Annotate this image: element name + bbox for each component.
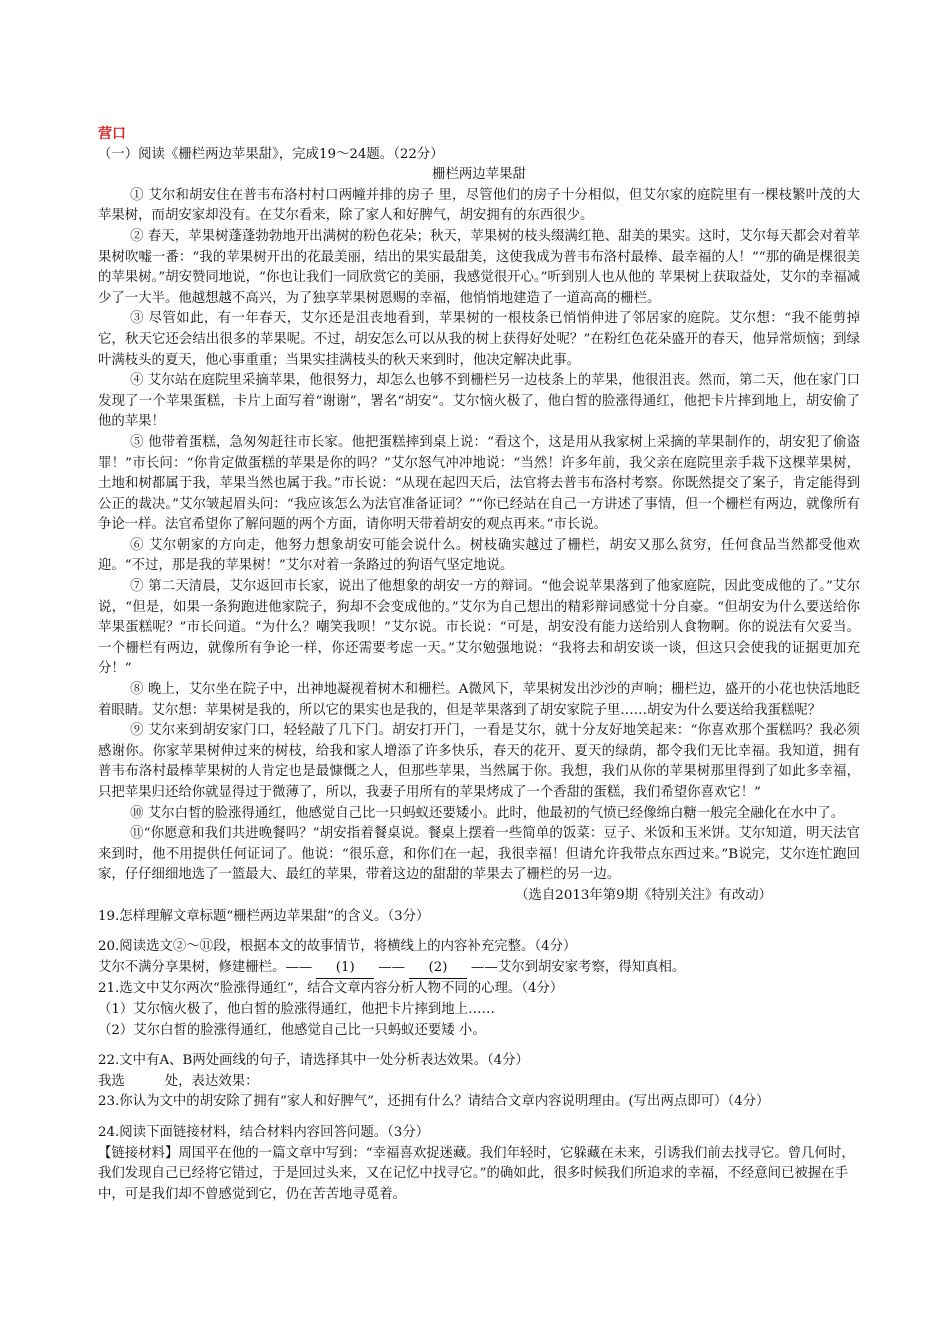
- exam-page: [98, 124, 860, 1205]
- paragraph: ⑨ 艾尔来到胡安家门口，轻轻敲了几下门。胡安打开门，一看是艾尔，就十分友好地笑起来：“你喜欢那个蛋糕吗？我必须感谢你。你家苹果树伸过来的树枝，给我和家人增添了许多快乐，春天的花开、夏天的绿荫，都令我们无比幸福。我知道，拥有普韦布洛村最棒苹果树的人肯定也是最慷慨之人，但那些苹果，当然属于你。我想，我们从你的苹果树那里得到了如此多幸福，只把苹果归还给你就显得过于微薄了，所以，我妻子用所有的苹果烤成了一个香甜的蛋糕，我们希望你喜欢它！”: [98, 723, 860, 800]
- paragraph: ⑩ 艾尔白皙的脸涨得通红，他感觉自己比一只蚂蚁还要矮小。此时，他最初的气愤已经像绵白糖一般完全融化在水中了。: [130, 805, 845, 821]
- question-21-title: 21.选文中艾尔两次“脸涨得通红”，结合文章内容分析人物不同的心理。（4分）: [98, 981, 564, 997]
- link-material-label: 【链接材料】: [98, 1145, 179, 1161]
- question-20-chain: [98, 958, 860, 980]
- paragraph: ⑤ 他带着蛋糕，急匆匆赶往市长家。他把蛋糕摔到桌上说：“看这个，这是用从我家树上采摘的苹果制作的，胡安犯了偷盗罪！”市长问：“你肯定做蛋糕的苹果是你的吗？”艾尔怒气冲冲地说：“当然！许多年前，我父亲在庭院里亲手栽下这棵苹果树，土地和树都属于我，苹果当然也属于我。”市长说：“从现在起四天后，法官将去普韦布洛村考察。你既然提交了案子，肯定能得到公正的裁决。”艾尔皱起眉头问：“我应该怎么为法官准备证词？”“你已经站在自己一方讲述了事情，但一个栅栏有两边，就像所有争论一样。法官希望你了解问题的两个方面，请你明天带着胡安的观点再来。”市长说。: [98, 434, 860, 533]
- region-tag: 营口: [98, 126, 126, 142]
- paragraph: ② 春天，苹果树蓬蓬勃勃地开出满树的粉色花朵；秋天，苹果树的枝头缀满红艳、甜美的果实。这时，艾尔每天都会对着苹果树吹嘘一番：“我的苹果树开出的花最美丽，结出的果实最甜美，这使我成为普韦布洛村最棒、最幸福的人！”“那的确是棵很美的苹果树。”胡安赞同地说，“你也让我们一同欣赏它的美丽，我感觉很开心。”听到别人也从他的 苹果树上获取益处，艾尔的幸福减少了一大半。他越想越不高兴，为了独享苹果树恩赐的幸福，他悄悄地建造了一道高高的栅栏。: [98, 228, 860, 306]
- article-source: （选自2013年第9期《特别关注》有改动）: [515, 887, 772, 903]
- answer-blank-2[interactable]: (2): [409, 958, 467, 980]
- question-19: 19.怎样理解文章标题“栅栏两边苹果甜”的含义。（3分）: [98, 908, 430, 924]
- link-material: [98, 1144, 860, 1206]
- paragraph: ⑧ 晚上，艾尔坐在院子中，出神地凝视着树木和栅栏。A微风下，苹果树发出沙沙的声响；栅栏边，盛开的小花也快活地眨着眼睛。艾尔想：苹果树是我的，所以它的果实也是我的，但是苹果落到了胡安家院子里……胡安为什么要送给我蛋糕呢？: [98, 682, 860, 718]
- chain-dash: ——: [378, 959, 406, 975]
- question-21-item: （1）艾尔恼火极了，他白皙的脸涨得通红，他把卡片摔到地上……: [98, 1001, 495, 1017]
- paragraph: ④ 艾尔站在庭院里采摘苹果，他很努力，却怎么也够不到栅栏另一边枝条上的苹果，他很沮丧。然而，第二天，他在家门口发现了一个苹果蛋糕，卡片上面写着“谢谢”，署名“胡安”。艾尔恼火极了，他白皙的脸涨得通红，他把卡片摔到地上，胡安偷了他的苹果！: [98, 373, 860, 430]
- section-intro: （一）阅读《栅栏两边苹果甜》，完成19～24题。（22分）: [98, 146, 444, 162]
- paragraph: ③ 尽管如此，有一年春天，艾尔还是沮丧地看到，苹果树的一根枝条已悄悄伸进了邻居家的庭院。艾尔想：“我不能剪掉它，秋天它还会结出很多的苹果呢。不过，胡安怎么可以从我的树上获得好处呢？”在粉红色花朵盛开的春天，他异常烦恼；到绿叶满枝头的夏天，他心事重重；当果实挂满枝头的秋天来到时，他决定解决此事。: [98, 311, 860, 368]
- paragraph: ① 艾尔和胡安住在普韦布洛村村口两幢并排的房子 里，尽管他们的房子十分相似，但艾尔家的庭院里有一棵枝繁叶茂的大苹果树，而胡安家却没有。在艾尔看来，除了家人和好脾气，胡安拥有的东西很少。: [98, 187, 860, 224]
- article-body: [98, 186, 860, 886]
- question-23: 23.你认为文中的胡安除了拥有“家人和好脾气”，还拥有什么？请结合文章内容说明理由。(写出两点即可）（4分）: [98, 1094, 770, 1110]
- question-21-item: （2）艾尔白皙的脸涨得通红，他感觉自己比一只蚂蚁还要矮 小。: [98, 1022, 486, 1038]
- answer-blank-1[interactable]: (1): [316, 958, 374, 980]
- link-material-text: 周国平在他的一篇文章中写到：“幸福喜欢捉迷藏。我们年轻时，它躲藏在未来，引诱我们前去找寻它。曾几何时，我们发现自己已经将它错过，于是回过头来，又在记忆中找寻它。”的确如此，很多时候我们所追求的幸福，不经意间已被握在手中，可是我们却不曾感觉到它，仍在苦苦地寻觅着。: [98, 1145, 855, 1202]
- paragraph: ⑦ 第二天清晨，艾尔返回市长家，说出了他想象的胡安一方的辩词。“他会说苹果落到了他家庭院，因此变成他的了。”艾尔说，“但是，如果一条狗跑进他家院子，狗却不会变成他的。”艾尔为自己想出的精彩辩词感觉十分自豪。“但胡安为什么要送给你苹果蛋糕呢？”市长问道。“为什么？嘲笑我呗！”艾尔说。市长说：“可是，胡安没有能力送给别人食物啊。你的说法有欠妥当。一个栅栏有两边，就像所有争论一样，你还需要考虑一天。”艾尔勉强地说：“我将去和胡安谈一谈，但这只会使我的证据更加充分！”: [98, 579, 860, 677]
- question-22-answer-line: 我选 处，表达效果：: [98, 1073, 259, 1089]
- question-20-title: 20.阅读选文②～⑪段，根据本文的故事情节，将横线上的内容补充完整。（4分）: [98, 939, 577, 955]
- paragraph: ⑪“你愿意和我们共进晚餐吗？”胡安指着餐桌说。餐桌上摆着一些简单的饭菜：豆子、米饭和玉米饼。艾尔知道，明天法官来到时，他不用提供任何证词了。他说：“很乐意，和你们在一起，我很幸福！但请允许我带点东西过来。”B说完，艾尔连忙跑回家，仔仔细细地选了一篮最大、最红的苹果，带着这边的甜甜的苹果去了栅栏的另一边。: [98, 826, 860, 883]
- chain-start: 艾尔不满分享果树，修建栅栏。——: [98, 959, 313, 975]
- chain-end: ——艾尔到胡安家考察，得知真相。: [471, 959, 686, 975]
- article-title: 栅栏两边苹果甜: [432, 167, 526, 183]
- paragraph: ⑥ 艾尔朝家的方向走，他努力想象胡安可能会说什么。树枝确实越过了栅栏，胡安又那么贫穷，任何食品当然都受他欢迎。“不过，那是我的苹果树！”艾尔对着一条路过的狗语气坚定地说。: [98, 537, 860, 574]
- question-22-title: 22.文中有A、B两处画线的句子，请选择其中一处分析表达效果。（4分）: [98, 1053, 529, 1069]
- question-24-title: 24.阅读下面链接材料，结合材料内容回答问题。（3分）: [98, 1124, 430, 1140]
